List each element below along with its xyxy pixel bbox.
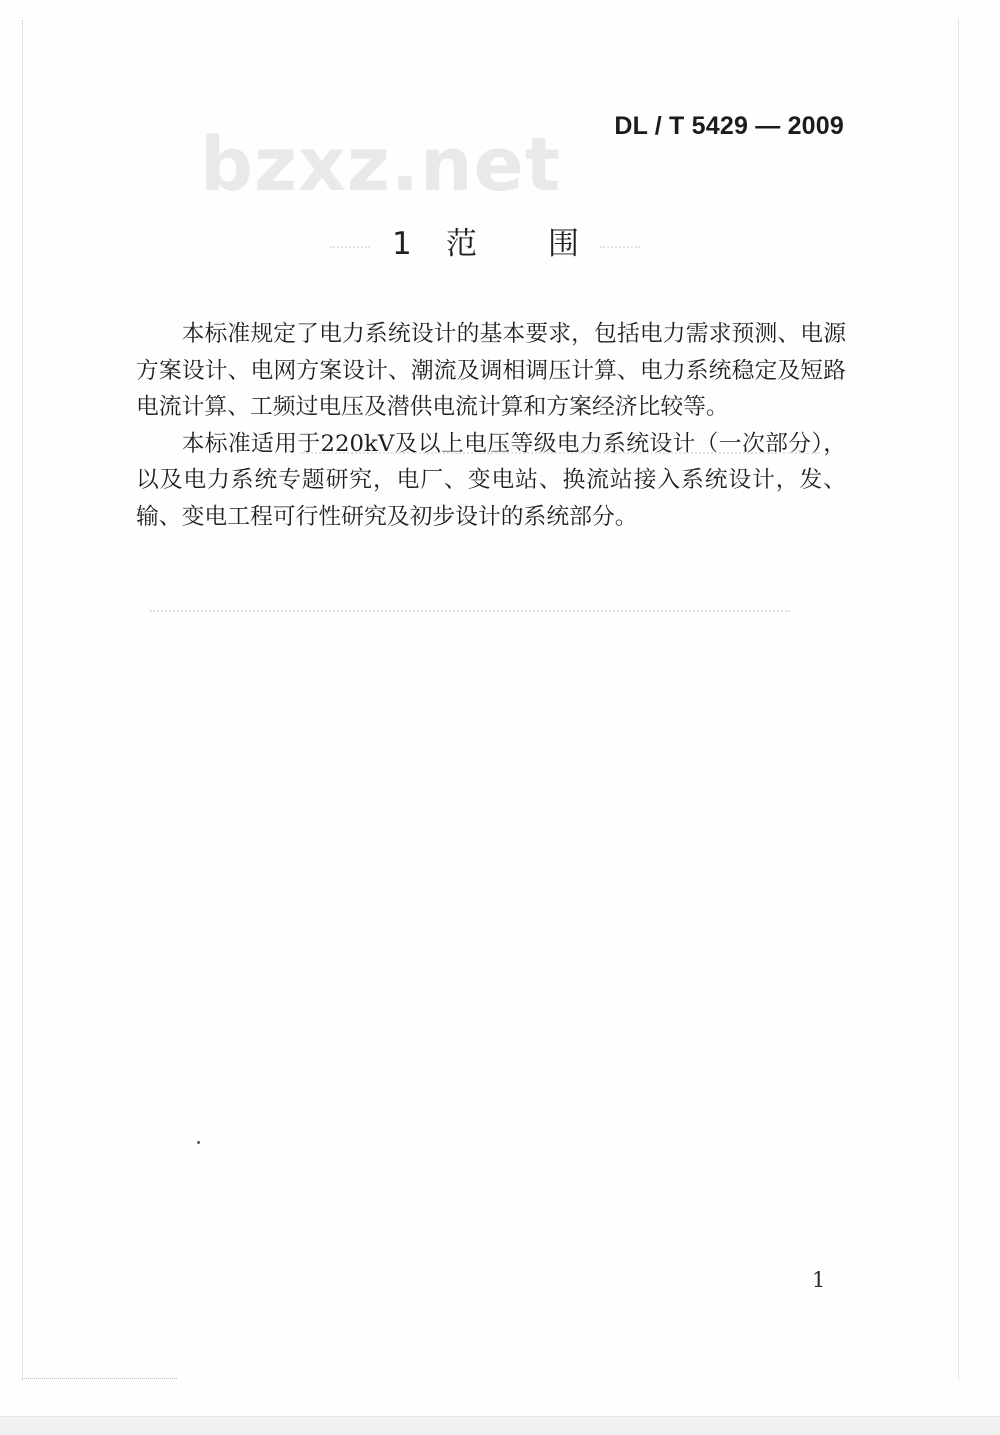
- section-title-char: 围: [548, 226, 579, 262]
- paragraph-scope-applicability: 本标准适用于220kV及以上电压等级电力系统设计（一次部分），以及电力系统专题研究，电厂、变电站、换流站接入系统设计，发、输、变电工程可行性研究及初步设计的系统部分。: [136, 430, 846, 530]
- scan-border-bottom: [22, 1378, 177, 1379]
- page-number: 1: [812, 1268, 826, 1292]
- scan-speck: [197, 1141, 200, 1144]
- section-number: 1: [392, 226, 412, 262]
- scan-border-left: [22, 20, 23, 1380]
- viewer-bottom-band: [0, 1416, 1000, 1435]
- scan-noise: [330, 246, 370, 248]
- scan-noise: [300, 452, 820, 454]
- section-title: [380, 222, 620, 266]
- scan-noise: [150, 610, 790, 612]
- watermark: bzxz.net: [200, 122, 562, 208]
- paragraph-scope-requirements: 本标准规定了电力系统设计的基本要求，包括电力需求预测、电源方案设计、电网方案设计、潮流及调相调压计算、电力系统稳定及短路电流计算、工频过电压及潜供电流计算和方案经济比较等。: [136, 321, 846, 421]
- body-text: [136, 316, 846, 536]
- section-title-char: 范: [446, 226, 477, 262]
- standard-code: DL / T 5429 — 2009: [614, 112, 844, 140]
- scan-border-right: [958, 20, 959, 1380]
